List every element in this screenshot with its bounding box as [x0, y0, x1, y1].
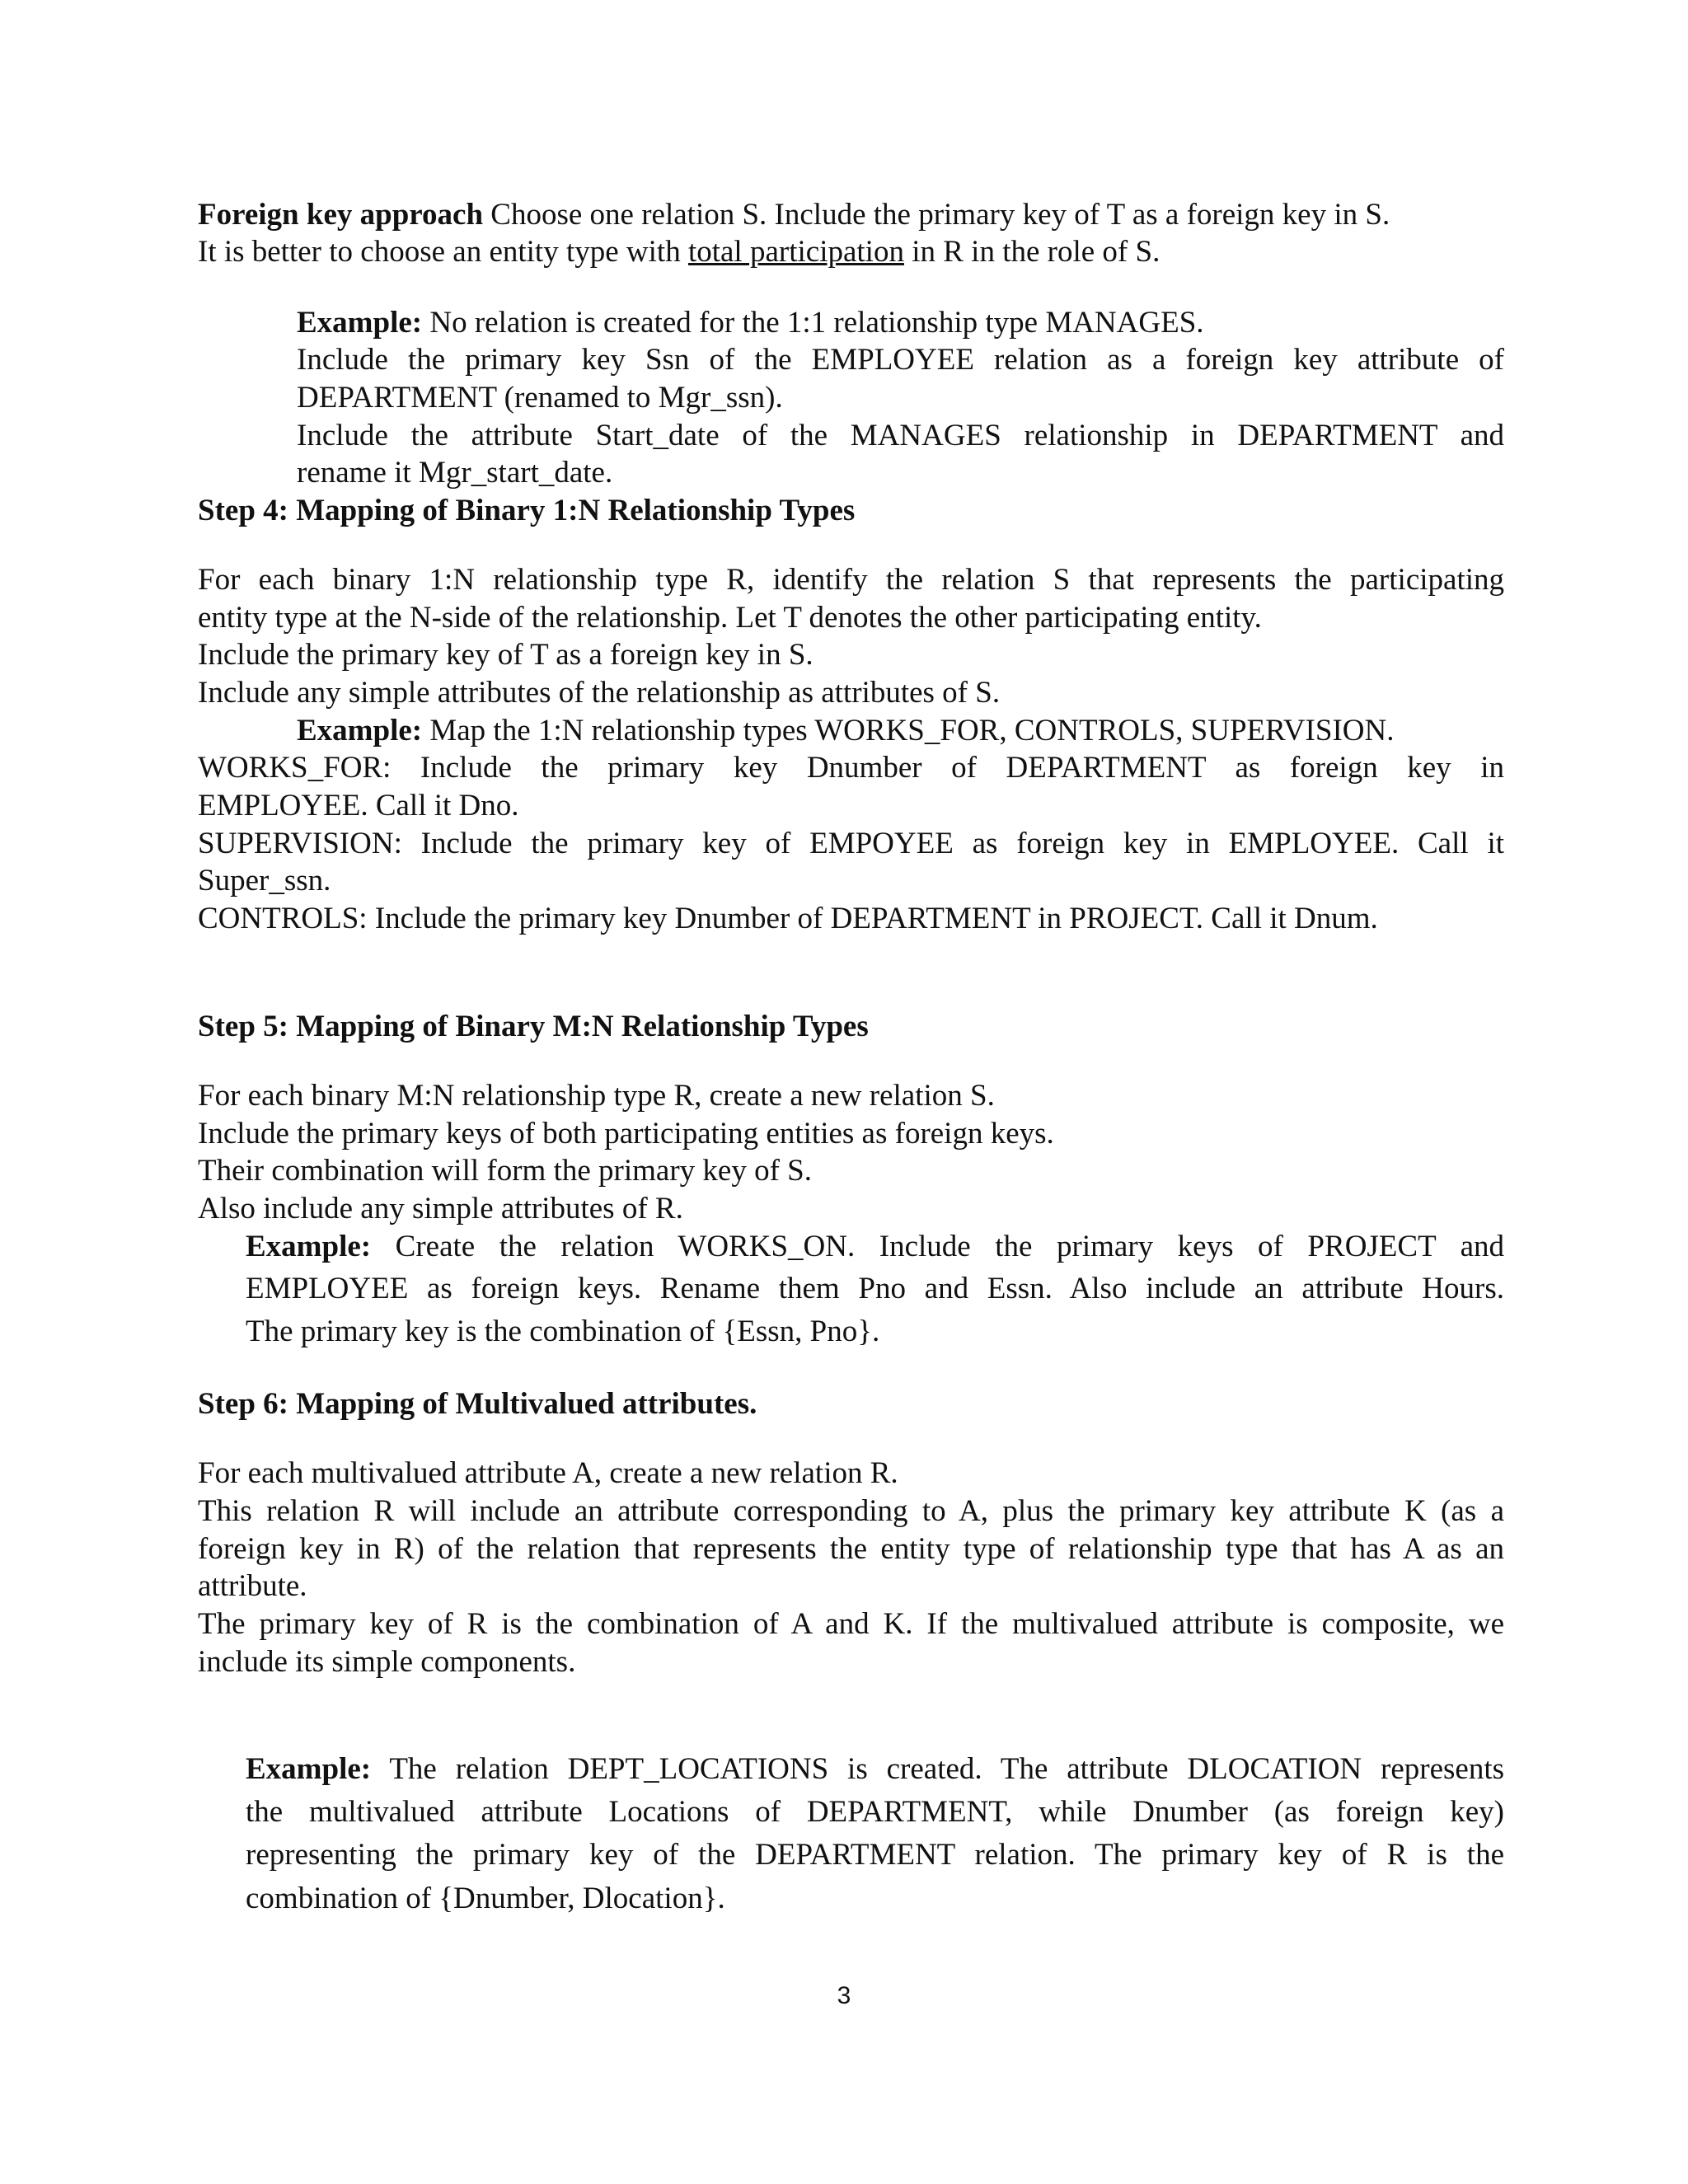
fk-text-2b: in R in the role of S.	[903, 235, 1160, 269]
step5-para-line-3: Their combination will form the primary key of S.	[198, 1154, 812, 1188]
step4-example-text: Map the 1:N relationship types WORKS_FOR, CONTROLS, SUPERVISION.	[422, 714, 1395, 748]
step5-para-line-2: Include the primary keys of both participating entities as foreign keys.	[198, 1117, 1054, 1151]
step5-example-line-2: EMPLOYEE as foreign keys. Rename them Pno and Essn. Also include an attribute Hours.	[246, 1272, 1504, 1305]
fk-example-label: Example:	[297, 306, 423, 340]
step6-para-line-2: This relation R will include an attribute corresponding to A, plus the primary key attribute K (as a	[198, 1494, 1504, 1528]
fk-line-1	[198, 196, 1504, 234]
step4-para-line-2: entity type at the N-side of the relationship. Let T denotes the other participating entity.	[198, 601, 1262, 635]
step6-para-line-5: The primary key of R is the combination of A and K. If the multivalued attribute is composite, we	[198, 1607, 1504, 1641]
step6-example-line-2: the multivalued attribute Locations of DEPARTMENT, while Dnumber (as foreign key)	[246, 1795, 1504, 1829]
fk-line-2	[198, 233, 1504, 271]
step5-para-line-4: Also include any simple attributes of R.	[198, 1192, 683, 1226]
step4-supervision-line-1: SUPERVISION: Include the primary key of EMPOYEE as foreign key in EMPLOYEE. Call it	[198, 827, 1504, 860]
fk-example-line-2: Include the primary key Ssn of the EMPLOYEE relation as a foreign key attribute of	[297, 343, 1504, 377]
step5-example-text-1: Create the relation WORKS_ON. Include the primary keys of PROJECT and	[371, 1230, 1504, 1263]
step4-para-line-3: Include the primary key of T as a foreign key in S.	[198, 638, 814, 672]
step6-example-text-1: The relation DEPT_LOCATIONS is created. The attribute DLOCATION represents	[371, 1752, 1504, 1786]
fk-example-line-5: rename it Mgr_start_date.	[297, 456, 613, 490]
fk-text-1: Choose one relation S. Include the primary key of T as a foreign key in S.	[483, 198, 1390, 232]
step5-example-line-1	[246, 1228, 1504, 1266]
fk-example-line-4: Include the attribute Start_date of the MANAGES relationship in DEPARTMENT and	[297, 419, 1504, 452]
fk-text-2-underlined: total participation	[687, 235, 904, 269]
fk-example-line-1	[297, 304, 1504, 342]
step4-para-line-1: For each binary 1:N relationship type R, identify the relation S that represents the participating	[198, 563, 1504, 597]
fk-text-2a: It is better to choose an entity type with	[198, 235, 688, 269]
step6-example-label: Example:	[246, 1752, 372, 1786]
step6-heading: Step 6: Mapping of Multivalued attributes.	[198, 1387, 757, 1421]
step4-example-label: Example:	[297, 714, 423, 748]
step6-para-line-1: For each multivalued attribute A, create a new relation R.	[198, 1456, 898, 1490]
step6-para-line-3: foreign key in R) of the relation that represents the entity type of relationship type that has A as an	[198, 1532, 1504, 1566]
step5-para-line-1: For each binary M:N relationship type R, create a new relation S.	[198, 1079, 995, 1113]
step4-heading: Step 4: Mapping of Binary 1:N Relationship Types	[198, 494, 856, 527]
step6-para-line-4: attribute.	[198, 1569, 307, 1603]
step4-para-line-4: Include any simple attributes of the relationship as attributes of S.	[198, 676, 1001, 710]
fk-example-line-3: DEPARTMENT (renamed to Mgr_ssn).	[297, 381, 783, 415]
step4-supervision-line-2: Super_ssn.	[198, 864, 331, 898]
step4-works-for-line-2: EMPLOYEE. Call it Dno.	[198, 789, 519, 823]
step6-example-line-4: combination of {Dnumber, Dlocation}.	[246, 1882, 725, 1915]
step6-example-line-1	[246, 1750, 1504, 1788]
step6-example-line-3: representing the primary key of the DEPARTMENT relation. The primary key of R is the	[246, 1838, 1504, 1872]
step5-heading: Step 5: Mapping of Binary M:N Relationship Types	[198, 1010, 869, 1043]
step5-example-line-3: The primary key is the combination of {Essn, Pno}.	[246, 1315, 880, 1348]
step4-works-for-line-1: WORKS_FOR: Include the primary key Dnumber of DEPARTMENT as foreign key in	[198, 751, 1504, 785]
step6-para-line-6: include its simple components.	[198, 1645, 576, 1679]
step4-example-line	[297, 712, 1504, 750]
page-number: 3	[837, 1982, 851, 2009]
step4-controls-line: CONTROLS: Include the primary key Dnumber of DEPARTMENT in PROJECT. Call it Dnum.	[198, 902, 1378, 935]
step5-example-label: Example:	[246, 1230, 372, 1263]
fk-label: Foreign key approach	[198, 198, 484, 232]
fk-example-text-1: No relation is created for the 1:1 relationship type MANAGES.	[422, 306, 1204, 340]
